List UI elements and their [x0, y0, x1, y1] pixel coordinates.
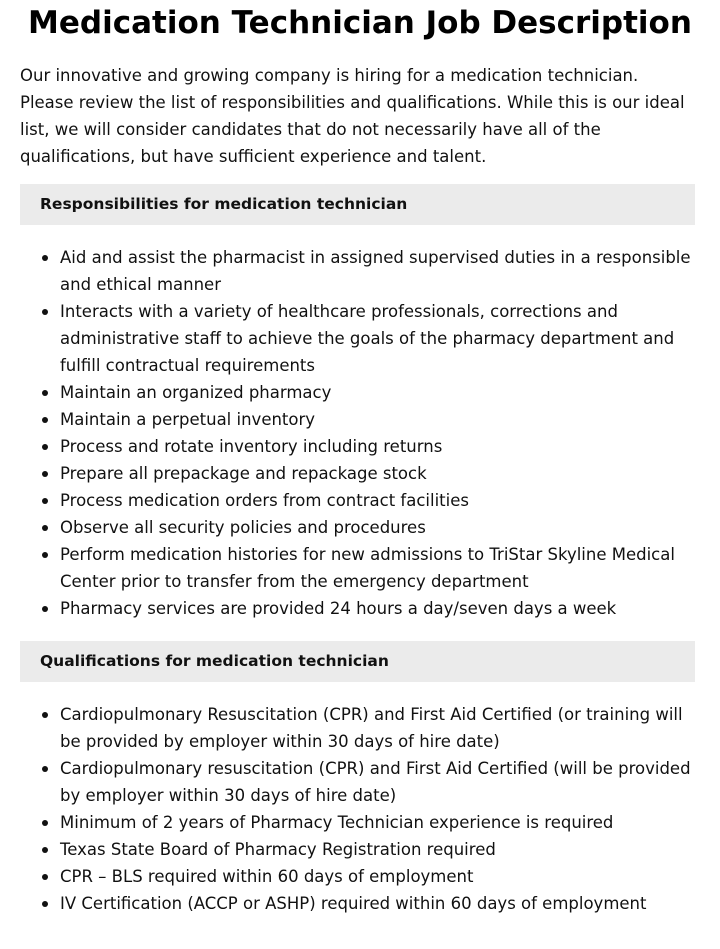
bullet-icon — [42, 471, 48, 477]
list-item-text: Maintain an organized pharmacy — [60, 383, 332, 402]
list-item — [0, 701, 720, 755]
bullet-icon — [42, 498, 48, 504]
bullet-icon — [42, 847, 48, 853]
list-item-text: Perform medication histories for new admissions to TriStar Skyline Medical Center prior to transfer from the emergency department — [60, 545, 675, 591]
list-item-text: Texas State Board of Pharmacy Registration required — [60, 840, 496, 859]
bullet-icon — [42, 712, 48, 718]
list-item-text: Interacts with a variety of healthcare professionals, corrections and administrative staff to achieve the goals of the pharmacy department and fulfill contractual requirements — [60, 302, 675, 375]
list-item — [0, 298, 720, 379]
list-item-text: CPR – BLS required within 60 days of employment — [60, 867, 474, 886]
bullet-icon — [42, 525, 48, 531]
list-item — [0, 890, 720, 917]
bullet-icon — [42, 901, 48, 907]
bullet-icon — [42, 874, 48, 880]
list-item-text: Pharmacy services are provided 24 hours a day/seven days a week — [60, 599, 617, 618]
list-item — [0, 863, 720, 890]
responsibilities-heading: Responsibilities for medication technician — [20, 184, 695, 225]
bullet-icon — [42, 417, 48, 423]
bullet-icon — [42, 606, 48, 612]
list-item-text: Aid and assist the pharmacist in assigned supervised duties in a responsible and ethical manner — [60, 248, 691, 294]
bullet-icon — [42, 820, 48, 826]
list-item-text: Minimum of 2 years of Pharmacy Technician experience is required — [60, 813, 614, 832]
list-item-text: Process medication orders from contract facilities — [60, 491, 469, 510]
list-item — [0, 836, 720, 863]
list-item — [0, 541, 720, 595]
responsibilities-list — [0, 244, 720, 622]
list-item-text: IV Certification (ACCP or ASHP) required within 60 days of employment — [60, 894, 647, 913]
bullet-icon — [42, 444, 48, 450]
qualifications-heading: Qualifications for medication technician — [20, 641, 695, 682]
list-item — [0, 514, 720, 541]
bullet-icon — [42, 766, 48, 772]
list-item — [0, 809, 720, 836]
list-item — [0, 487, 720, 514]
list-item — [0, 460, 720, 487]
list-item — [0, 433, 720, 460]
page-title: Medication Technician Job Description — [28, 5, 692, 41]
list-item — [0, 244, 720, 298]
list-item-text: Cardiopulmonary resuscitation (CPR) and First Aid Certified (will be provided by employer within 30 days of hire date) — [60, 759, 691, 805]
list-item-text: Observe all security policies and procedures — [60, 518, 426, 537]
list-item-text: Cardiopulmonary Resuscitation (CPR) and First Aid Certified (or training will be provided by employer within 30 days of hire date) — [60, 705, 683, 751]
list-item — [0, 406, 720, 433]
list-item — [0, 595, 720, 622]
bullet-icon — [42, 552, 48, 558]
bullet-icon — [42, 390, 48, 396]
intro-paragraph: Our innovative and growing company is hiring for a medication technician. Please review the list of responsibilities and qualifications. While this is our ideal list, we will consider candidates that do not necessarily have all of the qualifications, but have sufficient experience and talent. — [20, 66, 685, 166]
list-item-text: Process and rotate inventory including returns — [60, 437, 443, 456]
qualifications-list — [0, 701, 720, 917]
bullet-icon — [42, 255, 48, 261]
list-item — [0, 379, 720, 406]
bullet-icon — [42, 309, 48, 315]
list-item — [0, 755, 720, 809]
list-item-text: Prepare all prepackage and repackage stock — [60, 464, 427, 483]
list-item-text: Maintain a perpetual inventory — [60, 410, 316, 429]
